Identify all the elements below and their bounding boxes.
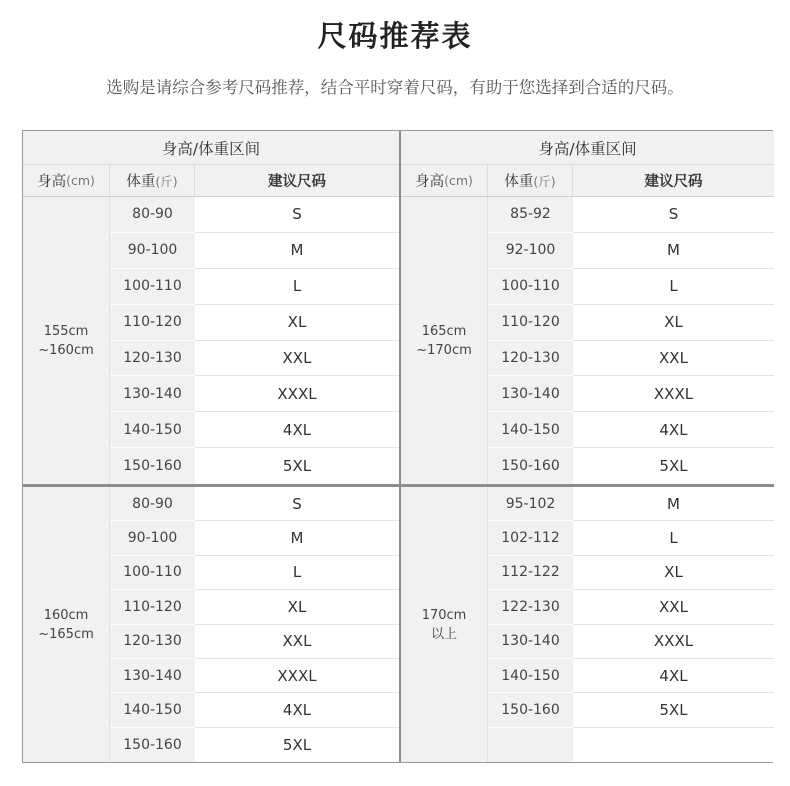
weight-range-cell: 130-140: [488, 376, 573, 412]
weight-range-cell: 120-130: [488, 341, 573, 377]
size-value-cell: L: [195, 556, 399, 590]
size-value-cell: 5XL: [195, 728, 399, 762]
size-quadrant: [23, 131, 399, 484]
weight-range-cell: 80-90: [110, 197, 195, 233]
size-quadrant: [399, 131, 774, 484]
weight-range-cell: 80-90: [110, 487, 195, 521]
weight-range-cell: 100-110: [488, 269, 573, 305]
size-value-cell: 4XL: [573, 412, 774, 448]
weight-range-cell: 130-140: [110, 659, 195, 693]
height-header-unit: (cm): [444, 173, 473, 188]
page-title: 尺码推荐表: [317, 19, 473, 53]
weight-range-cell: 140-150: [110, 412, 195, 448]
size-value-cell: XL: [573, 556, 774, 590]
size-value-cell: S: [573, 197, 774, 233]
weight-range-cell: 140-150: [488, 412, 573, 448]
height-range-line: 165cm: [421, 323, 467, 339]
weight-range-cell: 130-140: [110, 376, 195, 412]
size-value-cell: XXL: [195, 341, 399, 377]
size-value-cell: 4XL: [573, 659, 774, 693]
size-value-cell: 5XL: [573, 448, 774, 484]
weight-header-unit: (斤): [533, 173, 556, 189]
size-value-cell: S: [195, 197, 399, 233]
height-range-line: ~160cm: [38, 342, 94, 358]
weight-header-unit: (斤): [155, 173, 178, 189]
height-column-header: [23, 165, 110, 197]
weight-column-header: [488, 165, 573, 197]
height-range-cell: [401, 197, 488, 484]
weight-column-header: [110, 165, 195, 197]
size-quadrant: [399, 484, 774, 762]
height-column-header: [401, 165, 488, 197]
height-range-cell: [23, 487, 110, 762]
size-value-cell: XXL: [573, 590, 774, 624]
weight-header-label: 体重: [504, 174, 534, 190]
size-quadrant: [23, 484, 399, 762]
weight-range-cell: 100-110: [110, 269, 195, 305]
weight-range-cell: 140-150: [110, 693, 195, 727]
height-range-line: 170cm: [421, 607, 467, 623]
weight-range-cell: 150-160: [488, 448, 573, 484]
weight-range-cell: 140-150: [488, 659, 573, 693]
page-subtitle: 选购是请综合参考尺码推荐，结合平时穿着尺码，有助于您选择到合适的尺码。: [106, 78, 684, 97]
weight-range-cell: 90-100: [110, 233, 195, 269]
size-value-cell: 4XL: [195, 693, 399, 727]
size-value-cell: S: [195, 487, 399, 521]
size-value-cell: XXL: [195, 625, 399, 659]
weight-range-cell: 110-120: [110, 305, 195, 341]
weight-header-label: 体重: [126, 174, 156, 190]
height-header-unit: (cm): [66, 173, 95, 188]
weight-range-cell: 150-160: [488, 693, 573, 727]
size-chart-table: [22, 130, 773, 763]
weight-range-cell: 110-120: [488, 305, 573, 341]
height-range-cell: [23, 197, 110, 484]
size-value-cell: XL: [573, 305, 774, 341]
weight-range-cell: 110-120: [110, 590, 195, 624]
size-column-header: 建议尺码: [195, 165, 399, 197]
weight-range-cell: 85-92: [488, 197, 573, 233]
height-range-line: 以上: [430, 626, 457, 642]
size-value-cell: L: [573, 269, 774, 305]
size-value-cell: M: [573, 233, 774, 269]
size-value-cell: XXXL: [195, 659, 399, 693]
size-value-cell: 5XL: [573, 693, 774, 727]
size-value-cell: XXXL: [195, 376, 399, 412]
height-header-label: 身高: [37, 174, 67, 190]
size-value-cell: XXXL: [573, 376, 774, 412]
size-value-cell: XXXL: [573, 625, 774, 659]
height-range-line: 155cm: [43, 323, 89, 339]
weight-range-cell: 150-160: [110, 448, 195, 484]
size-value-cell: M: [195, 233, 399, 269]
height-range-line: ~170cm: [416, 342, 472, 358]
weight-range-cell: 122-130: [488, 590, 573, 624]
group-header: 身高/体重区间: [401, 131, 774, 165]
height-range-line: ~165cm: [38, 626, 94, 642]
height-header-label: 身高: [415, 174, 445, 190]
weight-range-cell: 112-122: [488, 556, 573, 590]
weight-range-cell: [488, 728, 573, 762]
weight-range-cell: 130-140: [488, 625, 573, 659]
weight-range-cell: 120-130: [110, 625, 195, 659]
weight-range-cell: 95-102: [488, 487, 573, 521]
size-value-cell: XL: [195, 305, 399, 341]
size-value-cell: M: [573, 487, 774, 521]
size-value-cell: 4XL: [195, 412, 399, 448]
size-value-cell: M: [195, 521, 399, 555]
weight-range-cell: 102-112: [488, 521, 573, 555]
weight-range-cell: 150-160: [110, 728, 195, 762]
group-header: 身高/体重区间: [23, 131, 399, 165]
height-range-line: 160cm: [43, 607, 89, 623]
size-value-cell: 5XL: [195, 448, 399, 484]
size-column-header: 建议尺码: [573, 165, 774, 197]
size-value-cell: [573, 728, 774, 762]
height-range-cell: [401, 487, 488, 762]
size-value-cell: XXL: [573, 341, 774, 377]
size-value-cell: L: [195, 269, 399, 305]
weight-range-cell: 90-100: [110, 521, 195, 555]
weight-range-cell: 92-100: [488, 233, 573, 269]
size-value-cell: XL: [195, 590, 399, 624]
weight-range-cell: 100-110: [110, 556, 195, 590]
size-value-cell: L: [573, 521, 774, 555]
weight-range-cell: 120-130: [110, 341, 195, 377]
